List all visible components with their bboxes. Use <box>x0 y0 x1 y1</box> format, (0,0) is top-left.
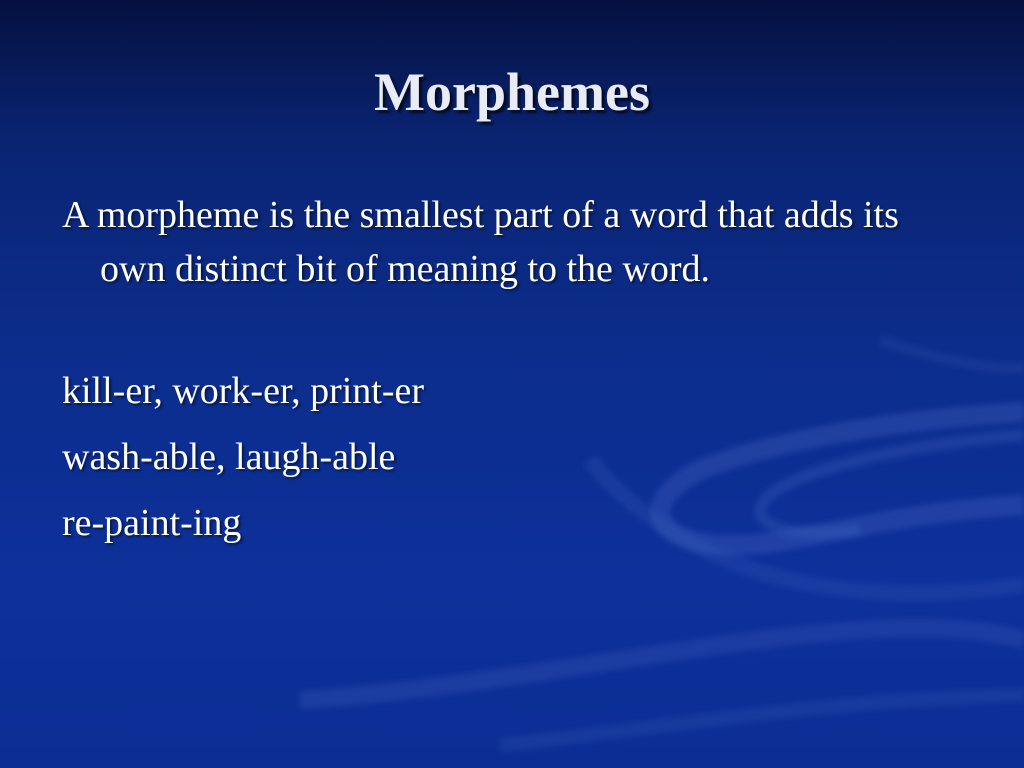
example-line: re-paint-ing <box>62 502 242 544</box>
slide-title: Morphemes <box>374 62 650 122</box>
examples-list <box>62 358 962 556</box>
definition-text: A morpheme is the smallest part of a word that adds its own distinct bit of meaning to the word. <box>62 194 899 290</box>
example-line: wash-able, laugh-able <box>62 436 396 478</box>
slide-body <box>62 188 962 556</box>
example-line: kill-er, work-er, print-er <box>62 370 425 412</box>
